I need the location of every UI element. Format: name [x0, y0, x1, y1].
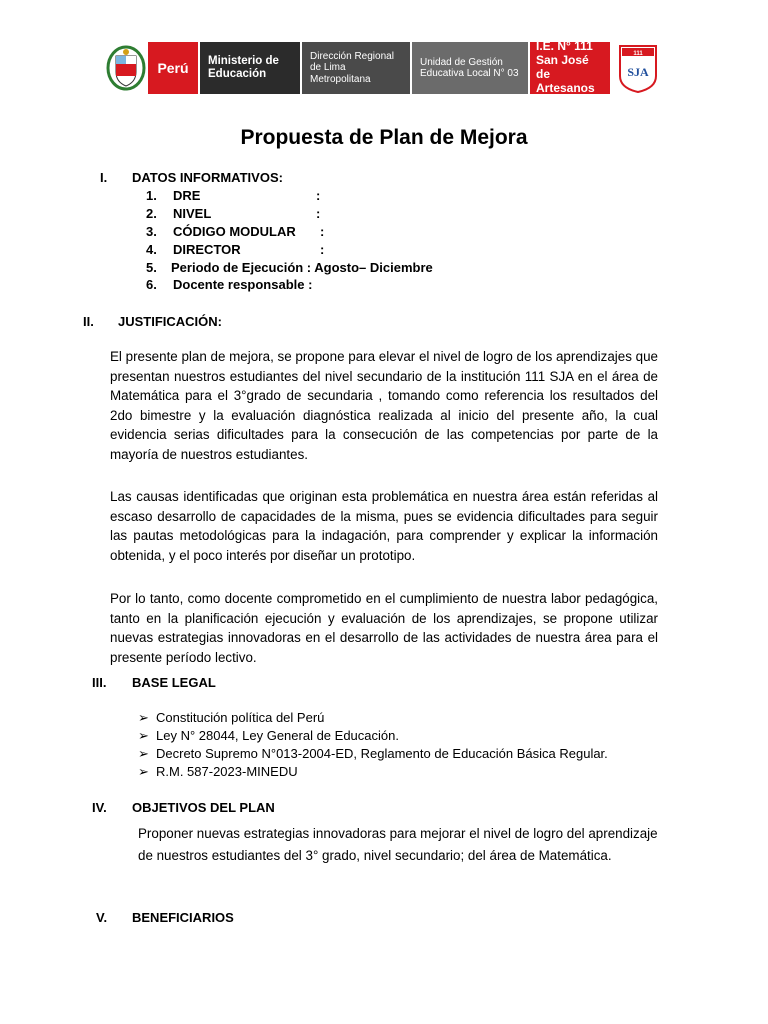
data-item-number: 6. — [146, 277, 157, 292]
justification-paragraph-3: Por lo tanto, como docente comprometido en el cumplimiento de nuestra labor pedagógica, tanto en la planificación ejecución y evaluación de los aprendizajes, se propone utilizar nuevas estrategias innovadoras en el desarrollo de las actividades de nuestra área para el presente período lectivo. — [110, 591, 658, 665]
school-label — [528, 39, 610, 95]
justification-paragraph-1: El presente plan de mejora, se propone para elevar el nivel de logro de los aprendizajes que presentan nuestros estudiantes del nivel secundario de la institución 111 SJA en el área de Matemática para el 3°grado de secundaria , tomando como referencia los resultados del 2do bimestre y la evaluación diagnóstica realizada al inicio del presente año, la cual evidencia serias dificultades para la consecución de las competencias por parte de la mayoría de nuestros estudiantes. — [110, 349, 658, 462]
ugel-label: Unidad de Gestión Educativa Local N° 03 — [410, 42, 528, 94]
section-1-title: DATOS INFORMATIVOS: — [132, 170, 283, 185]
data-item-6 — [146, 277, 313, 292]
data-item-colon: : — [316, 188, 321, 203]
data-item-5 — [146, 260, 433, 275]
peru-coat-of-arms-icon — [104, 42, 148, 94]
objective-text: Proponer nuevas estrategias innovadoras para mejorar el nivel de logro del aprendizaje de nuestros estudiantes del 3° grado, nivel secundario; del área de Matemática. — [138, 826, 658, 863]
ministerio-label: Ministerio de Educación — [198, 42, 300, 94]
school-number: I.E. N° 111 — [536, 39, 593, 54]
legal-bullet-text: Decreto Supremo N°013-2004-ED, Reglamento de Educación Básica Regular. — [156, 746, 608, 761]
data-item-number: 5. — [146, 260, 157, 275]
data-item-4 — [146, 242, 325, 257]
data-item-label: CÓDIGO MODULAR — [173, 224, 296, 239]
legal-bullet-1 — [138, 710, 324, 726]
school-logo-icon — [618, 42, 658, 94]
school-name: San José de Artesanos — [536, 53, 595, 95]
school-logo-text: SJA — [627, 65, 649, 79]
section-5-title: BENEFICIARIOS — [132, 910, 234, 925]
legal-bullet-text: Ley N° 28044, Ley General de Educación. — [156, 728, 399, 743]
peru-label: Perú — [148, 42, 198, 94]
section-4-number: IV. — [92, 800, 107, 815]
data-item-label: NIVEL — [173, 206, 212, 221]
arrow-bullet-icon: ➢ — [138, 710, 149, 725]
legal-bullet-text: Constitución política del Perú — [156, 710, 325, 725]
section-2-number: II. — [83, 314, 94, 329]
data-item-colon: : — [320, 224, 325, 239]
arrow-bullet-icon: ➢ — [138, 764, 149, 779]
dre-label: Dirección Regional de Lima Metropolitana — [300, 42, 410, 94]
data-item-2 — [146, 206, 321, 221]
data-item-1 — [146, 188, 321, 203]
data-item-3 — [146, 224, 325, 239]
legal-bullet-text: R.M. 587-2023-MINEDU — [156, 764, 298, 779]
section-4-title: OBJETIVOS DEL PLAN — [132, 800, 275, 815]
legal-bullet-3 — [138, 746, 608, 762]
legal-bullet-4 — [138, 764, 298, 780]
data-item-number: 1. — [146, 188, 157, 203]
data-item-label: DRE — [173, 188, 201, 203]
justification-paragraph-2: Las causas identificadas que originan esta problemática en nuestra área están referidas al escaso desarrollo de capacidades de la misma, pues se evidencia dificultades para seguir las pautas metodológicas para la indagación, para comprender y explicar la información obtenida, y el poco interés por diseñar un prototipo. — [110, 489, 658, 563]
arrow-bullet-icon: ➢ — [138, 728, 149, 743]
data-item-label: DIRECTOR — [173, 242, 241, 257]
data-item-colon: : — [316, 206, 321, 221]
section-1-number: I. — [100, 170, 108, 185]
institution-banner — [104, 39, 658, 95]
data-item-number: 4. — [146, 242, 157, 257]
section-2-title: JUSTIFICACIÓN: — [118, 314, 222, 329]
page-title: Propuesta de Plan de Mejora — [240, 126, 528, 149]
data-item-number: 2. — [146, 206, 157, 221]
data-item-label: Docente responsable : — [173, 277, 313, 292]
legal-bullet-2 — [138, 728, 399, 744]
data-item-label: Periodo de Ejecución : Agosto– Diciembre — [171, 260, 433, 275]
data-item-number: 3. — [146, 224, 157, 239]
section-3-number: III. — [92, 675, 107, 690]
section-3-title: BASE LEGAL — [132, 675, 216, 690]
school-logo-number: 111 — [633, 51, 643, 57]
section-5-number: V. — [96, 910, 108, 925]
arrow-bullet-icon: ➢ — [138, 746, 149, 761]
data-item-colon: : — [320, 242, 325, 257]
